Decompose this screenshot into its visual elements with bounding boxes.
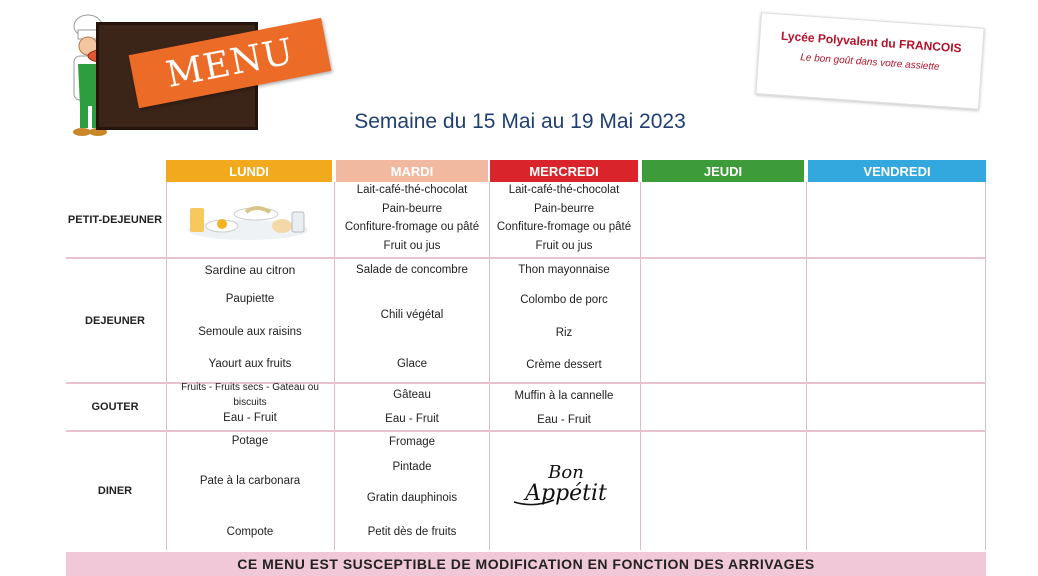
cell-petit-dejeuner-lundi (166, 182, 334, 258)
row-label-dejeuner: DEJEUNER (85, 314, 145, 327)
cell-gouter-lundi (166, 384, 334, 430)
school-card (755, 12, 984, 109)
cell-gouter-mercredi (490, 384, 638, 430)
cell-petit-dejeuner-mercredi (490, 182, 638, 258)
menu-item: Eau - Fruit (385, 413, 439, 425)
day-header-lundi: LUNDI (166, 160, 332, 182)
menu-item: Confiture-fromage ou pâté (344, 221, 480, 233)
menu-item: Gâteau (393, 389, 431, 401)
menu-item: Compote (226, 526, 274, 538)
week-title: Semaine du 15 Mai au 19 Mai 2023 (354, 110, 686, 133)
day-header-mardi: MARDI (336, 160, 488, 182)
cell-dejeuner-lundi (166, 259, 334, 382)
column-divider (985, 182, 986, 550)
cell-dejeuner-mardi (336, 259, 488, 382)
day-header-vendredi: VENDREDI (808, 160, 986, 182)
menu-item: Chili végétal (380, 309, 444, 321)
menu-item: Pate à la carbonara (199, 475, 301, 487)
row-label-gouter: GOUTER (91, 401, 139, 413)
cell-diner-mardi (336, 432, 488, 550)
menu-item: Riz (555, 327, 573, 339)
menu-item: Fromage (388, 436, 436, 448)
menu-item: Pain-beurre (533, 203, 595, 215)
svg-text:Bon: Bon (548, 462, 584, 483)
cell-diner-mercredi (490, 432, 638, 550)
row-label-petit-dejeuner: PETIT-DEJEUNER (67, 214, 163, 226)
cell-gouter-mardi (336, 384, 488, 430)
menu-item: Eau - Fruit (537, 414, 591, 426)
menu-item: biscuits (233, 397, 267, 408)
day-header-jeudi: JEUDI (642, 160, 804, 182)
menu-item: Yaourt aux fruits (208, 358, 292, 370)
column-divider (334, 182, 335, 550)
menu-item: Gratin dauphinois (366, 492, 458, 504)
menu-item: Lait-café-thé-chocolat (508, 184, 620, 196)
menu-item: Salade de concombre (356, 264, 468, 276)
menu-item: Paupiette (225, 293, 275, 305)
menu-item: Pain-beurre (381, 203, 443, 215)
cell-dejeuner-mercredi (490, 259, 638, 382)
menu-item: Thon mayonnaise (518, 264, 610, 276)
menu-table (66, 160, 986, 552)
menu-item: Confiture-fromage ou pâté (496, 221, 632, 233)
menu-item: Pintade (392, 461, 432, 473)
menu-item: Fruits - Fruits secs - Gateau ou (181, 382, 319, 393)
menu-item: Sardine au citron (204, 263, 296, 277)
breakfast-photo (186, 194, 311, 242)
menu-item: Muffin à la cannelle (514, 390, 614, 402)
menu-item: Eau - Fruit (223, 412, 277, 424)
menu-item: Crème dessert (526, 359, 602, 371)
menu-item: Colombo de porc (520, 294, 608, 306)
menu-item: Lait-café-thé-chocolat (356, 184, 468, 196)
cell-petit-dejeuner-mardi (336, 182, 488, 258)
menu-item: Petit dès de fruits (367, 526, 457, 538)
column-divider (640, 182, 641, 550)
school-tagline: Le bon goût dans votre assiette (799, 52, 940, 73)
cell-diner-lundi (166, 432, 334, 550)
bon-appetit-logo (506, 458, 626, 508)
footer-notice: CE MENU EST SUSCEPTIBLE DE MODIFICATION EN FONCTION DES ARRIVAGES (237, 556, 815, 572)
school-name: Lycée Polyvalent du FRANCOIS (780, 28, 963, 56)
menu-item: Fruit ou jus (383, 240, 441, 252)
menu-title: MENU (162, 30, 298, 96)
menu-item: Semoule aux raisins (198, 326, 302, 338)
menu-item: Fruit ou jus (535, 240, 593, 252)
svg-text:Appétit: Appétit (525, 481, 607, 506)
row-label-diner: DINER (97, 485, 133, 497)
day-header-mercredi: MERCREDI (490, 160, 638, 182)
column-divider (806, 182, 807, 550)
menu-item: Glace (396, 358, 428, 370)
menu-item: Potage (231, 435, 269, 447)
